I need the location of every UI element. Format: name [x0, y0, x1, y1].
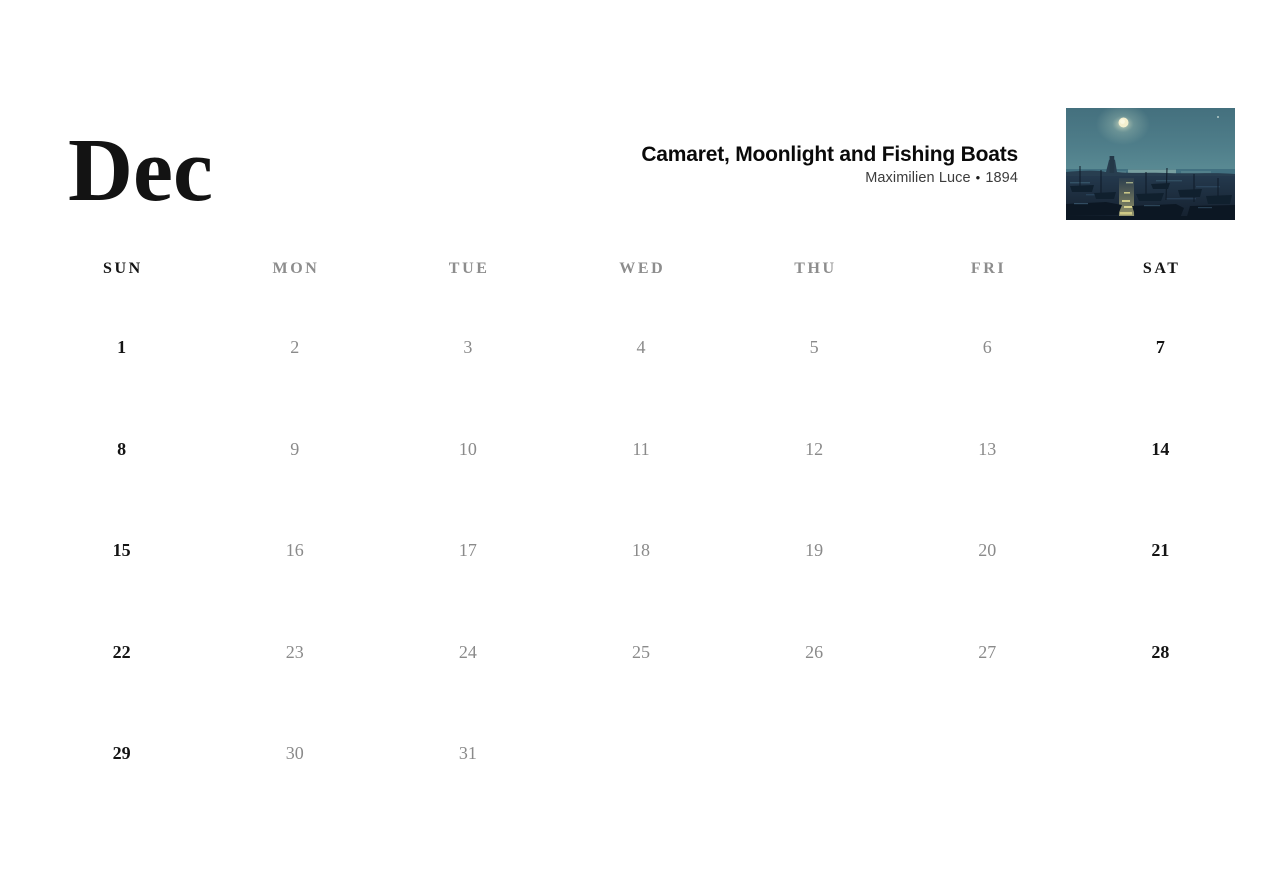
date-cell-24: 24: [458, 641, 477, 662]
date-cell-29: 29: [112, 743, 131, 764]
date-cell-14: 14: [1151, 438, 1170, 459]
date-cell-7: 7: [1155, 337, 1165, 358]
bullet-separator: •: [975, 170, 981, 186]
date-cell-26: 26: [805, 641, 824, 662]
date-cell-17: 17: [458, 540, 477, 561]
month-title: Dec: [68, 121, 213, 220]
date-cell-9: 9: [290, 438, 300, 459]
date-cell-12: 12: [805, 438, 824, 459]
date-cell-16: 16: [285, 540, 304, 561]
date-cell-31: 31: [458, 743, 477, 764]
day-header-sat: SAT: [1142, 260, 1181, 277]
date-cell-27: 27: [978, 641, 997, 662]
date-cell-30: 30: [285, 743, 304, 764]
date-cell-28: 28: [1151, 641, 1170, 662]
date-cell-6: 6: [982, 337, 992, 358]
date-cell-21: 21: [1151, 540, 1170, 561]
date-cell-19: 19: [805, 540, 824, 561]
artwork-info: [641, 143, 1018, 186]
day-header-tue: TUE: [448, 260, 490, 277]
day-header-wed: WED: [619, 260, 666, 277]
date-cell-empty: [554, 703, 727, 805]
date-cell-20: 20: [978, 540, 997, 561]
date-cell-23: 23: [285, 641, 304, 662]
date-cell-empty: [1074, 703, 1247, 805]
date-cell-8: 8: [117, 438, 127, 459]
calendar-grid: [35, 241, 1247, 805]
date-cell-1: 1: [117, 337, 127, 358]
date-cell-13: 13: [978, 438, 997, 459]
date-cell-empty: [728, 703, 901, 805]
date-cell-3: 3: [463, 337, 473, 358]
date-cell-25: 25: [631, 641, 650, 662]
artwork-artist: Maximilien Luce: [865, 170, 971, 187]
date-cell-15: 15: [112, 540, 131, 561]
artwork-year: 1894: [985, 170, 1018, 187]
painting-thumbnail: [1066, 108, 1235, 220]
day-header-sun: SUN: [102, 260, 143, 277]
artwork-title: Camaret, Moonlight and Fishing Boats: [641, 143, 1018, 166]
day-header-fri: FRI: [970, 260, 1007, 277]
artwork-meta: [641, 170, 1018, 186]
date-cell-2: 2: [290, 337, 300, 358]
date-cell-11: 11: [632, 438, 650, 459]
date-cell-5: 5: [809, 337, 819, 358]
date-cell-10: 10: [458, 438, 477, 459]
day-header-thu: THU: [794, 260, 837, 277]
day-header-mon: MON: [272, 260, 320, 277]
moonlight-painting-graphic: [1066, 108, 1235, 220]
date-cell-18: 18: [631, 540, 650, 561]
date-cell-22: 22: [112, 641, 131, 662]
date-cell-empty: [901, 703, 1074, 805]
date-cell-4: 4: [636, 337, 646, 358]
